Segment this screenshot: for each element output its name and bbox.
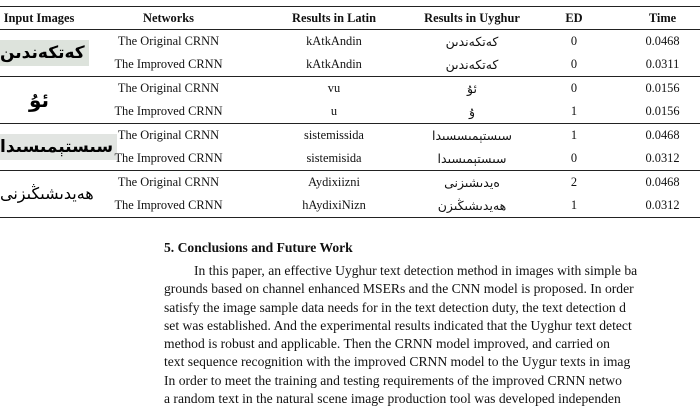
table-group [0, 77, 700, 124]
uyghur-cell: كەتكەندىن [445, 57, 499, 72]
input-image [0, 124, 114, 171]
network-cell: The Original CRNN [117, 34, 220, 48]
word-image: ھەيدىشىڭىزنى [0, 184, 94, 203]
latin-cell: kAtkAndin [306, 57, 362, 71]
table-group [0, 30, 700, 77]
time-cell: 0.0312 [645, 151, 680, 165]
table-row [0, 124, 700, 148]
latin-cell: sistemissida [304, 128, 364, 142]
latin-cell: sistemisida [306, 151, 362, 165]
uyghur-cell: سىستېمىسسىدا [431, 128, 513, 143]
header-networks: Networks [143, 10, 194, 25]
network-cell: The Original CRNN [117, 175, 220, 189]
latin-cell: Aydixiizni [308, 175, 360, 189]
ed-cell: 0 [570, 81, 578, 95]
network-cell: The Improved CRNN [114, 104, 223, 118]
word-image: ئۇ [28, 88, 50, 112]
table-group [0, 124, 700, 171]
body-line: In order to meet the training and testing requirements of the improved CRNN netwo [164, 372, 622, 388]
header-input-images: Input Images [3, 10, 75, 25]
uyghur-cell: ۇ [468, 104, 476, 119]
ed-cell: 2 [570, 175, 578, 189]
network-cell: The Original CRNN [117, 128, 220, 142]
body-line: grounds based on channel enhanced MSERs and the CNN model is proposed. In order [164, 281, 634, 297]
table-row [0, 100, 700, 124]
table-header-row [0, 7, 700, 30]
body-line: In this paper, an effective Uyghur text detection method in images with simple ba [194, 263, 638, 278]
body-line: set was established. And the experimental results indicated that the Uyghur text detect [164, 317, 632, 333]
time-cell: 0.0156 [645, 81, 680, 95]
table-row [0, 30, 700, 54]
network-cell: The Improved CRNN [114, 57, 223, 71]
time-cell: 0.0156 [645, 104, 680, 118]
header-results-latin: Results in Latin [292, 10, 376, 25]
network-cell: The Original CRNN [117, 81, 220, 95]
header-ed: ED [565, 10, 583, 25]
latin-cell: u [330, 104, 338, 118]
uyghur-cell: سىستېمىسىدا [437, 151, 507, 166]
body-line: a random text in the natural scene image production tool was developed independen [164, 391, 621, 407]
table-group [0, 171, 700, 218]
ed-cell: 1 [570, 128, 578, 142]
section-heading: 5. Conclusions and Future Work [164, 240, 353, 255]
table-row [0, 53, 700, 77]
network-cell: The Improved CRNN [114, 151, 223, 165]
section-body [164, 262, 700, 408]
ed-cell: 0 [570, 34, 578, 48]
time-cell: 0.0468 [645, 128, 680, 142]
uyghur-cell: ەيدىشىزنى [444, 175, 500, 190]
uyghur-cell: كەتكەندىن [445, 34, 499, 49]
time-cell: 0.0312 [645, 198, 680, 212]
header-results-uyghur: Results in Uyghur [424, 10, 520, 25]
body-line: method is robust and applicable. Then the CRNN model improved, and carried on [164, 336, 610, 352]
time-cell: 0.0311 [645, 57, 680, 71]
header-time: Time [648, 10, 677, 25]
table-row [0, 77, 700, 101]
ed-cell: 0 [570, 151, 578, 165]
results-table [0, 6, 700, 218]
table-row [0, 194, 700, 218]
ed-cell: 1 [570, 198, 578, 212]
latin-cell: kAtkAndin [306, 34, 362, 48]
word-image: سىستېمىسىدا [0, 134, 117, 160]
body-line: satisfy the image sample data needs for in the text detection duty, the text detection d [164, 299, 626, 315]
input-image [0, 171, 94, 218]
uyghur-cell: ھەيدىشىڭىزن [437, 198, 507, 213]
ed-cell: 1 [570, 104, 578, 118]
latin-cell: hAydixiNizn [302, 198, 366, 212]
table-row [0, 171, 700, 195]
ed-cell: 0 [570, 57, 578, 71]
time-cell: 0.0468 [645, 175, 680, 189]
time-cell: 0.0468 [645, 34, 680, 48]
latin-cell: vu [327, 81, 341, 95]
uyghur-cell: ئۇ [467, 81, 477, 96]
body-line: text sequence recognition with the improved CRNN model to the Uygur texts in imag [164, 354, 631, 370]
input-image [0, 77, 82, 124]
input-image [0, 30, 85, 77]
network-cell: The Improved CRNN [114, 198, 223, 212]
word-image: كەتكەندىن [0, 40, 89, 66]
